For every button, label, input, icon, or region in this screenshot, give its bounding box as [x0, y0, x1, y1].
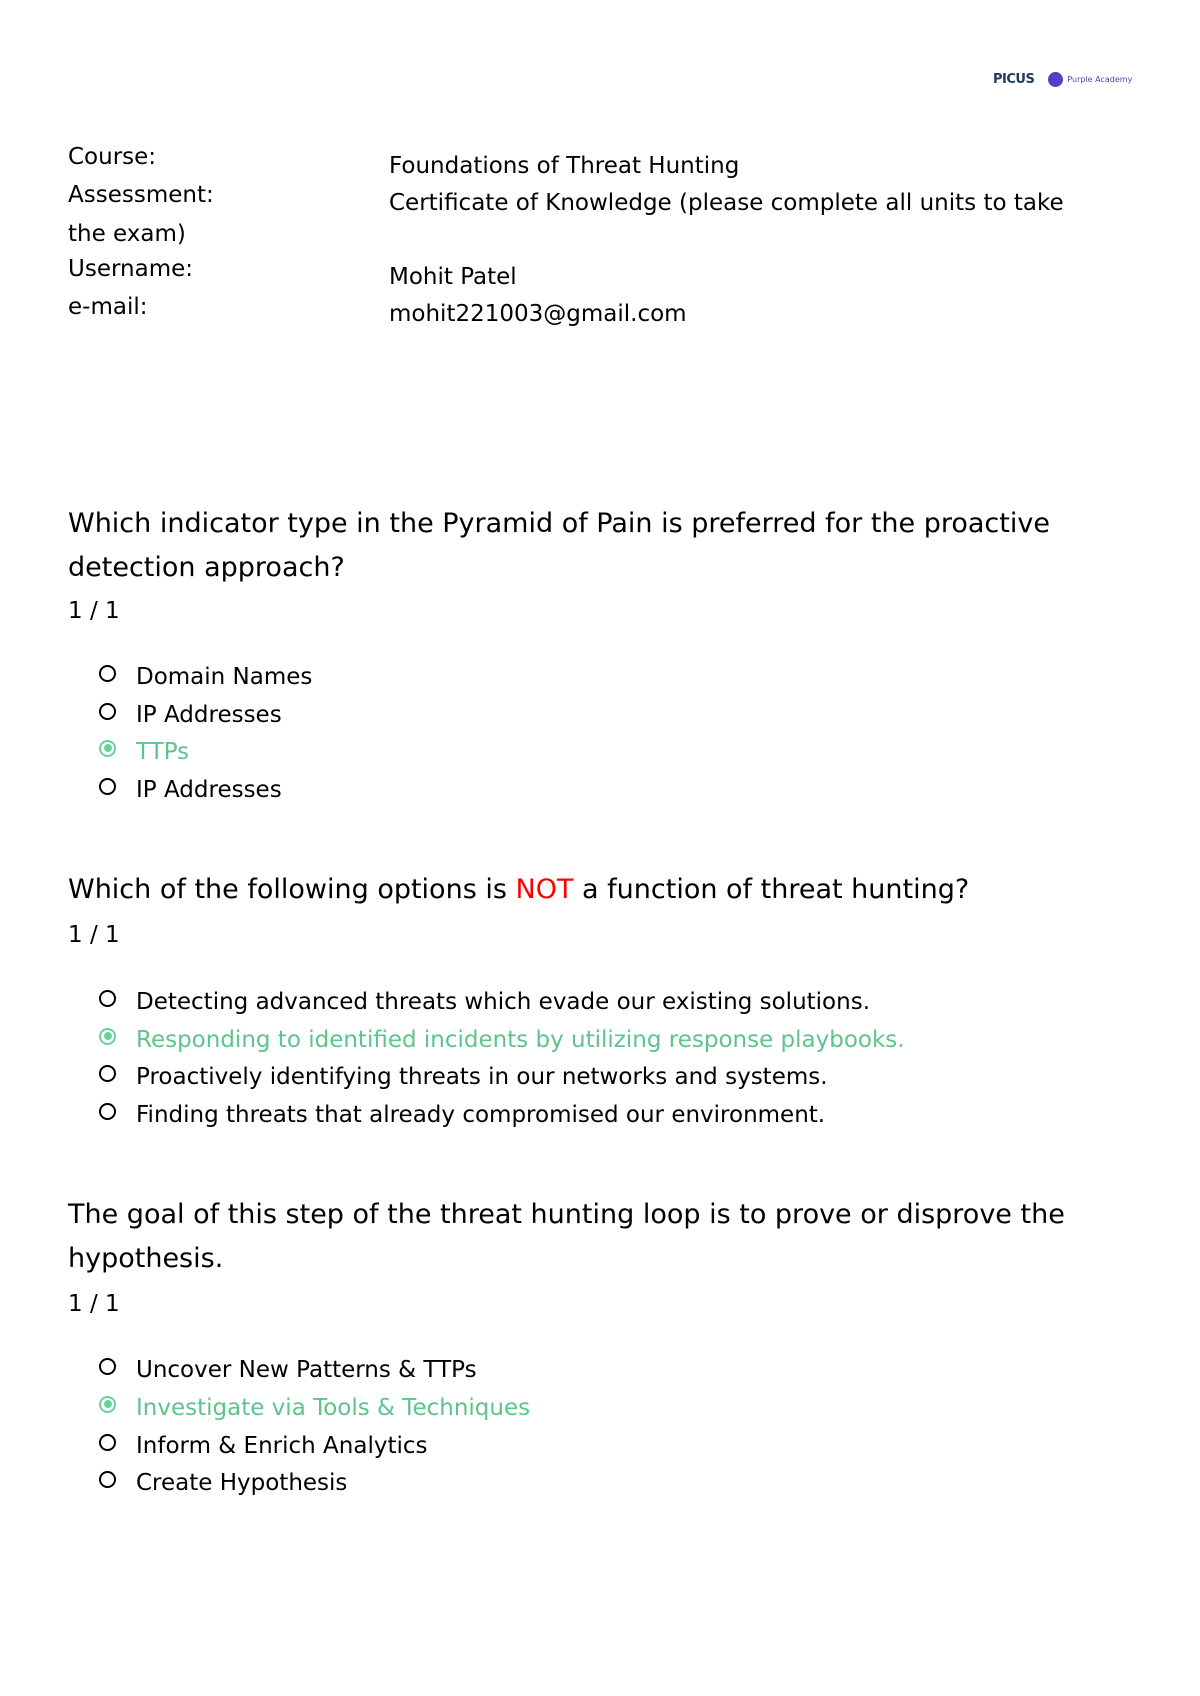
question-2-emphasis: NOT — [515, 874, 574, 905]
email-label: e-mail: — [68, 294, 148, 320]
radio-unselected-icon[interactable] — [99, 1065, 116, 1082]
option-label: Domain Names — [136, 664, 313, 690]
q1-option-2[interactable] — [99, 701, 282, 729]
q1-option-3[interactable] — [99, 738, 189, 766]
option-label: Uncover New Patterns & TTPs — [136, 1357, 477, 1383]
picus-logo: PICUS — [993, 72, 1035, 87]
question-1-score: 1 / 1 — [68, 598, 120, 624]
radio-unselected-icon[interactable] — [99, 778, 116, 795]
radio-unselected-icon[interactable] — [99, 1471, 116, 1488]
question-2-text — [68, 868, 1138, 912]
username-label: Username: — [68, 256, 193, 282]
academy-badge-icon — [1048, 72, 1063, 87]
q2-option-3[interactable] — [99, 1063, 828, 1091]
option-label: Investigate via Tools & Techniques — [136, 1395, 531, 1421]
option-label: TTPs — [136, 739, 190, 765]
q3-option-3[interactable] — [99, 1432, 427, 1460]
question-3-text: The goal of this step of the threat hunting loop is to prove or disprove the hypothesis. — [68, 1199, 1065, 1274]
option-label: IP Addresses — [136, 777, 282, 803]
option-label: IP Addresses — [136, 702, 282, 728]
q1-option-1[interactable] — [99, 663, 312, 691]
radio-unselected-icon[interactable] — [99, 1434, 116, 1451]
option-label: Proactively identifying threats in our networks and systems. — [136, 1064, 828, 1090]
assessment-value: Certificate of Knowledge (please complete all units to take — [389, 190, 1064, 216]
radio-selected-icon[interactable] — [99, 1028, 116, 1045]
q3-option-4[interactable] — [99, 1469, 347, 1497]
radio-unselected-icon[interactable] — [99, 703, 116, 720]
q3-option-2[interactable] — [99, 1394, 530, 1422]
purple-academy-logo — [1048, 72, 1132, 87]
assessment-value-continued: the exam) — [68, 221, 186, 247]
question-2-score: 1 / 1 — [68, 922, 120, 948]
q2-option-1[interactable] — [99, 988, 870, 1016]
option-label: Finding threats that already compromised our environment. — [136, 1102, 826, 1128]
q1-option-4[interactable] — [99, 776, 282, 804]
course-value: Foundations of Threat Hunting — [389, 153, 740, 179]
question-2-text-part: Which of the following options is — [68, 874, 516, 905]
username-value: Mohit Patel — [389, 264, 517, 290]
q2-option-2[interactable] — [99, 1026, 905, 1054]
course-label: Course: — [68, 144, 157, 170]
radio-selected-icon[interactable] — [99, 740, 116, 757]
assessment-label: Assessment: — [68, 182, 214, 208]
option-label: Create Hypothesis — [136, 1470, 348, 1496]
q2-option-4[interactable] — [99, 1101, 825, 1129]
q3-option-1[interactable] — [99, 1356, 477, 1384]
option-label: Responding to identified incidents by utilizing response playbooks. — [136, 1027, 905, 1053]
question-1-text: Which indicator type in the Pyramid of Pain is preferred for the proactive detection approach? — [68, 508, 1050, 583]
academy-logo-text: Purple Academy — [1067, 75, 1133, 84]
radio-unselected-icon[interactable] — [99, 1358, 116, 1375]
radio-selected-icon[interactable] — [99, 1396, 116, 1413]
radio-unselected-icon[interactable] — [99, 1103, 116, 1120]
question-3-score: 1 / 1 — [68, 1291, 120, 1317]
option-label: Detecting advanced threats which evade our existing solutions. — [136, 989, 871, 1015]
header-logo — [993, 72, 1132, 87]
radio-unselected-icon[interactable] — [99, 990, 116, 1007]
option-label: Inform & Enrich Analytics — [136, 1433, 428, 1459]
question-2-text-part: a function of threat hunting? — [573, 874, 970, 905]
email-value: mohit221003@gmail.com — [389, 301, 687, 327]
radio-unselected-icon[interactable] — [99, 665, 116, 682]
